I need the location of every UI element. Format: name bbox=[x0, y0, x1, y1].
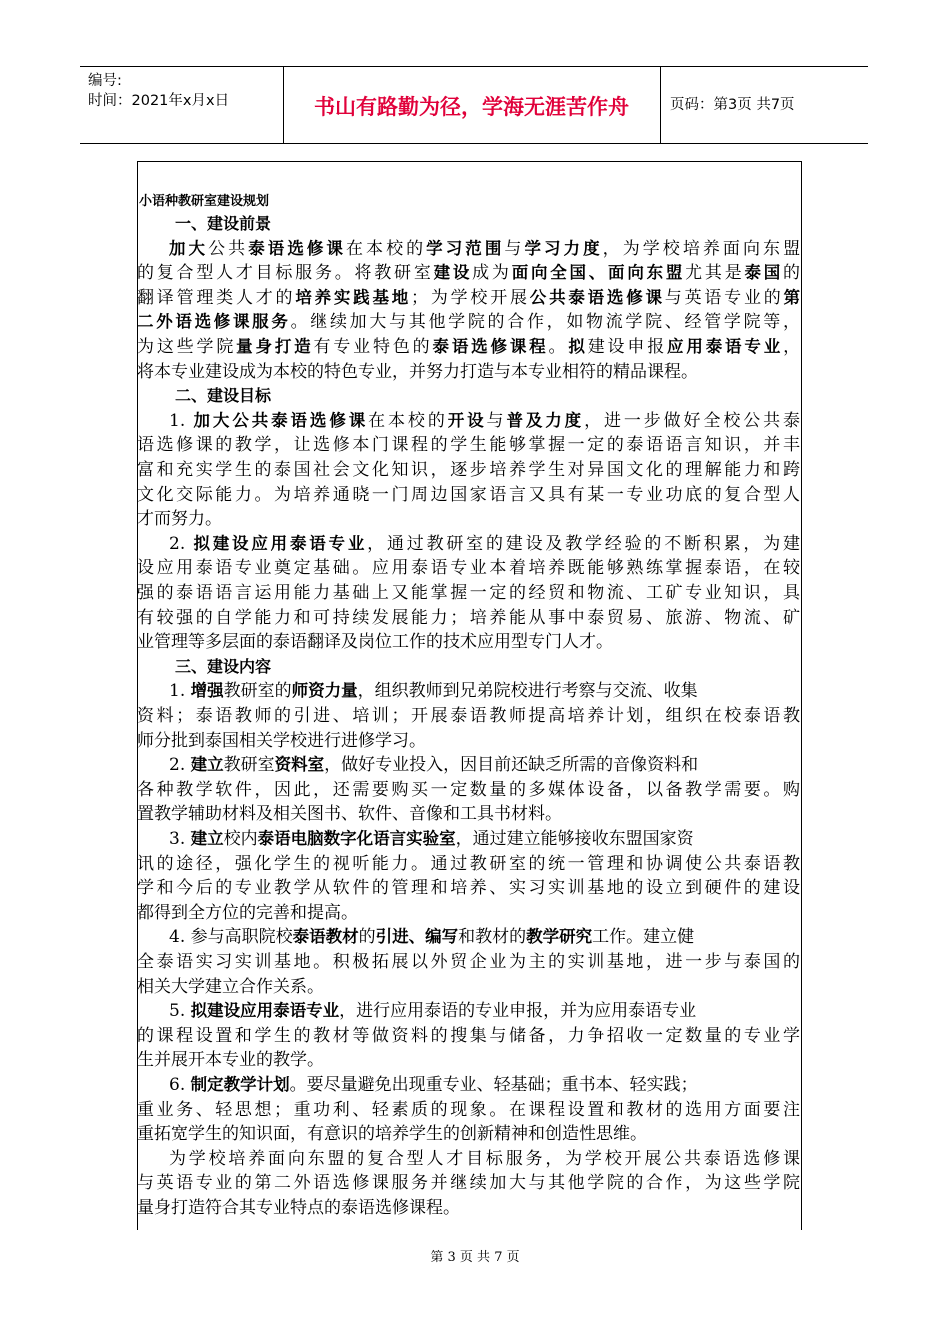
text-line bbox=[137, 975, 800, 999]
text-line bbox=[137, 1171, 800, 1195]
bold-phrase: 加大 bbox=[169, 238, 209, 258]
text-run: 为学校培养面向东盟的复合型人才目标服务，为学校开展公共泰语选修课 bbox=[169, 1148, 800, 1169]
bold-phrase: 面向全国、面向东盟 bbox=[511, 263, 686, 283]
bold-phrase: 拟建设应用泰语专业 bbox=[193, 533, 368, 553]
text-line bbox=[137, 261, 800, 285]
bold-phrase: 教学研究 bbox=[526, 927, 593, 947]
text-run: 重拓宽学生的知识面，有意识的培养学生的创新精神和创造性思维。 bbox=[137, 1124, 647, 1145]
bold-phrase: 公共泰语选修课 bbox=[529, 287, 665, 307]
text-run: 2. bbox=[169, 755, 191, 776]
text-run: 6. bbox=[169, 1075, 191, 1095]
text-line bbox=[169, 409, 800, 433]
text-line bbox=[169, 532, 800, 556]
text-line bbox=[137, 1024, 800, 1048]
text-run: 与 bbox=[486, 410, 507, 431]
text-run: 为这些学院 bbox=[137, 337, 237, 357]
text-line bbox=[137, 556, 800, 580]
text-run: 的课程设置和学生的教材等做资料的搜集与储备，力争招收一定数量的专业学 bbox=[137, 1025, 800, 1046]
text-line bbox=[169, 753, 800, 777]
text-run: ， bbox=[783, 337, 800, 357]
text-line bbox=[137, 286, 800, 310]
text-run: 重业务、轻思想；重功利、轻素质的现象。在课程设置和教材的选用方面要注 bbox=[137, 1099, 800, 1120]
text-run: 校内 bbox=[223, 829, 258, 849]
text-run: 有较强的自学能力和可持续发展能力；培养能从事中泰贸易、旅游、物流、矿 bbox=[137, 607, 800, 628]
text-run: 的 bbox=[783, 263, 800, 284]
number-label: 编号: bbox=[88, 73, 122, 89]
text-run: 全泰语实习实训基地。积极拓展以外贸企业为主的实训基地，进一步与泰国的 bbox=[137, 952, 800, 972]
text-run: ，通过教研室的建设及教学经验的不断积累，为建 bbox=[367, 533, 800, 554]
section-heading bbox=[175, 384, 800, 408]
text-run: 1. bbox=[169, 681, 191, 702]
text-run: 。继续加大与其他学院的合作，如物流学院、经管学院等， bbox=[290, 312, 800, 333]
text-line bbox=[137, 335, 800, 359]
text-line bbox=[137, 630, 800, 654]
text-run: ；为学校开展 bbox=[411, 287, 530, 308]
text-run: 与英语专业的 bbox=[664, 287, 784, 308]
text-run: 。要尽量避免出现重专业、轻基础；重书本、轻实践； bbox=[289, 1075, 698, 1095]
text-line bbox=[137, 1048, 800, 1072]
header-divider bbox=[660, 67, 661, 143]
text-run: 公共 bbox=[208, 238, 249, 259]
text-run: 量身打造符合其专业特点的泰语选修课程。 bbox=[137, 1198, 460, 1218]
text-line bbox=[169, 237, 800, 261]
bold-phrase: 拟 bbox=[568, 337, 588, 356]
text-run: 富和充实学生的泰国社会文化知识，逐步培养学生对异国文化的理解能力和跨 bbox=[137, 460, 800, 480]
bold-phrase: 泰语教材 bbox=[292, 927, 359, 947]
header-meta bbox=[88, 71, 229, 111]
bold-phrase: 学习范围 bbox=[426, 238, 505, 258]
bold-phrase: 泰国 bbox=[744, 263, 784, 283]
text-run: 三、建设内容 bbox=[175, 656, 272, 676]
bold-phrase: 引进、编写 bbox=[375, 927, 459, 947]
text-run: 业管理等多层面的泰语翻译及岗位工作的技术应用型专门人才。 bbox=[137, 632, 613, 653]
bold-phrase: 二外语选修课服务 bbox=[137, 312, 291, 332]
bold-phrase: 泰语选修课 bbox=[248, 238, 346, 258]
text-line bbox=[137, 729, 800, 753]
page-footer: 第 3 页 共 7 页 bbox=[430, 1250, 520, 1265]
text-run: 资料；泰语教师的引进、培训；开展泰语教师提高培养计划，组织在校泰语教 bbox=[137, 706, 800, 726]
text-run: 在本校的 bbox=[368, 410, 448, 431]
text-run: ，为学校培养面向东盟 bbox=[602, 238, 800, 259]
text-run: 翻译管理类人才的 bbox=[137, 287, 296, 308]
text-run: ，进行应用泰语的专业申报，并为应用泰语专业 bbox=[339, 1001, 697, 1022]
bold-phrase: 量身打造 bbox=[236, 337, 314, 356]
text-run: 3. bbox=[169, 829, 191, 849]
text-run: 与英语专业的第二外语选修课服务并继续加大与其他学院的合作，为这些学院 bbox=[137, 1173, 800, 1194]
text-run: 在本校的 bbox=[345, 238, 427, 259]
text-line bbox=[137, 1122, 800, 1146]
text-line bbox=[137, 901, 800, 925]
text-line bbox=[137, 950, 800, 974]
text-line bbox=[137, 852, 800, 876]
bold-phrase: 第 bbox=[783, 287, 800, 307]
text-line bbox=[137, 581, 800, 605]
text-line bbox=[169, 679, 800, 703]
header-motto: 书山有路勤为径，学海无涯苦作舟 bbox=[314, 95, 629, 119]
text-run: 一、建设前景 bbox=[175, 214, 272, 233]
text-run: 讯的途径，强化学生的视听能力。通过教研室的统一管理和协调使公共泰语教 bbox=[137, 853, 800, 874]
section-heading bbox=[175, 655, 800, 679]
header-page-number: 页码：第3页 共7页 bbox=[670, 97, 795, 113]
text-run: 4. 参与高职院校 bbox=[169, 927, 293, 948]
text-run: 1. bbox=[169, 410, 194, 431]
bold-phrase: 学习力度 bbox=[524, 238, 603, 258]
header-table bbox=[80, 66, 868, 144]
text-run: 强的泰语语言运用能力基础上又能掌握一定的经贸和物流、工矿专业知识，具 bbox=[137, 583, 800, 603]
text-run: 师分批到泰国相关学校进行进修学习。 bbox=[137, 730, 426, 751]
bold-phrase: 加大公共泰语选修课 bbox=[193, 410, 369, 430]
bold-phrase: 泰语电脑数字化语言实验室 bbox=[257, 829, 456, 848]
text-line bbox=[137, 507, 800, 531]
text-line bbox=[137, 458, 800, 482]
text-line bbox=[137, 310, 800, 334]
text-line bbox=[169, 827, 800, 851]
text-run: 5. bbox=[169, 1001, 191, 1022]
text-run: 。 bbox=[548, 337, 569, 357]
text-run: ，进一步做好全校公共泰 bbox=[584, 410, 800, 431]
bold-phrase: 建设 bbox=[433, 263, 473, 283]
text-line bbox=[169, 925, 800, 949]
text-line bbox=[137, 778, 800, 802]
document-body bbox=[137, 212, 800, 1230]
text-run: 才而努力。 bbox=[137, 509, 222, 530]
section-heading bbox=[175, 212, 800, 236]
bold-phrase: 制定教学计划 bbox=[190, 1075, 290, 1094]
text-run: 尤其是 bbox=[685, 263, 745, 284]
text-run: 置教学辅助材料及相关图书、软件、音像和工具书材料。 bbox=[137, 804, 562, 825]
text-run: 文化交际能力。为培养通晓一门周边国家语言又具有某一专业功底的复合型人 bbox=[137, 484, 800, 505]
text-line bbox=[137, 876, 800, 900]
text-run: 相关大学建立合作关系。 bbox=[137, 976, 324, 997]
text-line bbox=[169, 999, 800, 1023]
text-line bbox=[137, 1196, 800, 1220]
text-line bbox=[137, 802, 800, 826]
text-run: 2. bbox=[169, 533, 194, 554]
text-run: 学和今后的专业教学从软件的管理和培养、实习实训基地的设立到硬件的建设 bbox=[137, 878, 800, 899]
text-line bbox=[169, 1147, 800, 1171]
text-line bbox=[137, 433, 800, 457]
bold-phrase: 开设 bbox=[447, 410, 487, 430]
bold-phrase: 建立 bbox=[190, 755, 224, 775]
bold-phrase: 师资力量 bbox=[291, 681, 358, 701]
text-run: 建设申报 bbox=[587, 337, 668, 357]
text-run: 语选修课的教学，让选修本门课程的学生能够掌握一定的泰语语言知识，并丰 bbox=[137, 435, 800, 456]
text-line bbox=[137, 704, 800, 728]
text-run: 各种教学软件，因此，还需要购买一定数量的多媒体设备，以备教学需要。购 bbox=[137, 779, 800, 800]
bold-phrase: 应用泰语专业 bbox=[667, 337, 784, 356]
text-run: 设应用泰语专业奠定基础。应用泰语专业本着培养既能够熟练掌握泰语，在较 bbox=[137, 558, 800, 579]
bold-phrase: 资料室 bbox=[274, 755, 325, 775]
text-run: 教研室 bbox=[223, 755, 275, 776]
text-run: ，做好专业投入，因目前还缺乏所需的音像资料和 bbox=[324, 755, 699, 776]
bold-phrase: 泰语选修课程 bbox=[432, 337, 549, 356]
text-line bbox=[137, 606, 800, 630]
bold-phrase: 建立 bbox=[190, 829, 224, 848]
text-run: 教研室的 bbox=[223, 681, 292, 702]
text-run: 的复合型人才目标服务。将教研室 bbox=[137, 263, 434, 284]
text-run: 的 bbox=[358, 927, 376, 948]
bold-phrase: 培养实践基地 bbox=[295, 287, 412, 307]
text-line bbox=[137, 360, 800, 384]
text-run: 将本专业建设成为本校的特色专业，并努力打造与本专业相符的精品课程。 bbox=[137, 361, 698, 382]
text-run: 二、建设目标 bbox=[175, 386, 272, 406]
text-run: 工作。建立健 bbox=[592, 927, 695, 948]
bold-phrase: 拟建设应用泰语专业 bbox=[190, 1001, 340, 1021]
text-run: 都得到全方位的完善和提高。 bbox=[137, 902, 358, 923]
text-run: 和教材的 bbox=[458, 927, 527, 948]
text-run: 成为 bbox=[472, 263, 512, 284]
text-line bbox=[137, 1098, 800, 1122]
date-label: 时间：2021年x月x日 bbox=[88, 93, 230, 109]
bold-phrase: 普及力度 bbox=[506, 410, 585, 430]
text-run: 与 bbox=[504, 238, 525, 259]
text-run: ，组织教师到兄弟院校进行考察与交流、收集 bbox=[357, 681, 698, 702]
text-run: 有专业特色的 bbox=[313, 337, 433, 357]
text-run: 生并展开本专业的教学。 bbox=[137, 1050, 324, 1071]
text-line bbox=[137, 483, 800, 507]
text-line bbox=[169, 1073, 800, 1097]
text-run: ，通过建立能够接收东盟国家资 bbox=[455, 829, 694, 849]
document-title: 小语种教研室建设规划 bbox=[139, 194, 270, 209]
bold-phrase: 增强 bbox=[190, 681, 224, 701]
